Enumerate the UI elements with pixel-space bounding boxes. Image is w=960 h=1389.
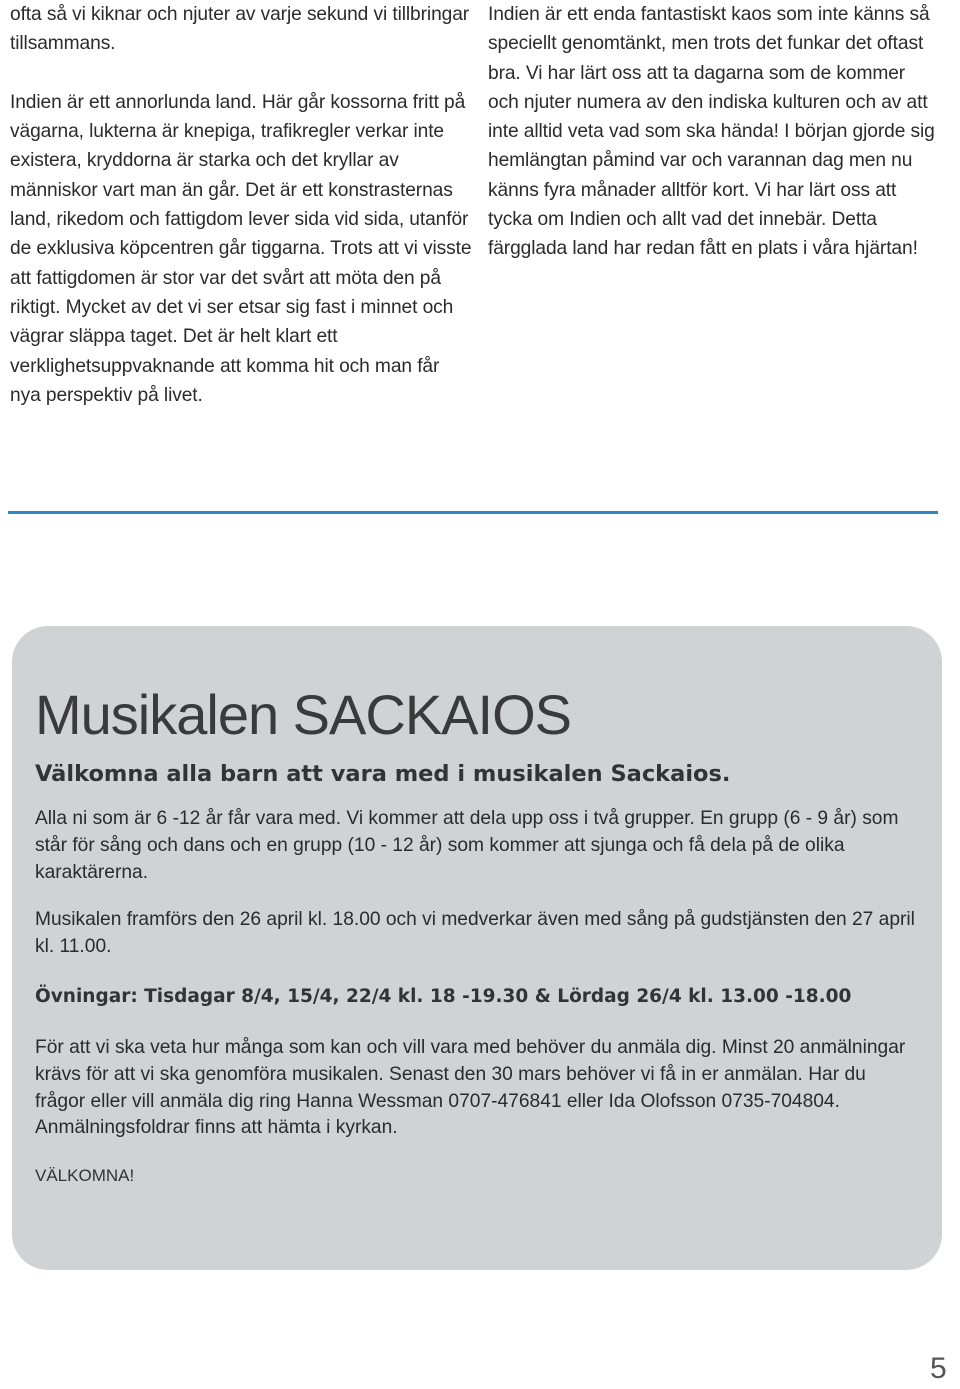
announcement-paragraph-3: För att vi ska veta hur många som kan och vill vara med behöver du anmäla dig. Minst 20 anmälningar krävs för att vi ska genomföra musikalen. Senast den 30 mars behöver vi få in er anmälan. Har du frågor eller vill anmäla dig ring Hanna Wessman 0707-476841 eller Ida Olofsson 0735-704804. Anmälningsfoldrar finns att hämta i kyrkan. <box>35 1037 906 1139</box>
left-column <box>10 0 472 410</box>
article-columns <box>10 0 940 460</box>
right-column <box>488 0 940 264</box>
section-divider <box>8 511 938 514</box>
left-paragraph-1: ofta så vi kiknar och njuter av varje sekund vi tillbringar tillsammans. <box>10 4 470 55</box>
page-number: 5 <box>930 1352 947 1385</box>
announcement-closing: VÄLKOMNA! <box>35 1166 135 1185</box>
announcement-subtitle: Välkomna alla barn att vara med i musikalen Sackaios. <box>35 761 731 787</box>
announcement-paragraph-2: Musikalen framförs den 26 april kl. 18.00 och vi medverkar även med sång på gudstjänsten den 27 april kl. 11.00. <box>35 909 915 957</box>
rehearsal-schedule: Övningar: Tisdagar 8/4, 15/4, 22/4 kl. 18 -19.30 & Lördag 26/4 kl. 13.00 -18.00 <box>35 986 852 1007</box>
left-paragraph-2: Indien är ett annorlunda land. Här går kossorna fritt på vägarna, lukterna är knepiga, trafikregler verkar inte existera, kryddorna är starka och det kryllar av människor vart man än går. Det är ett konstrasternas land, rikedom och fattigdom lever sida vid sida, utanför de exklusiva köpcentren går tiggarna. Trots att vi visste att fattigdomen är stor var det svårt att möta den på riktigt. Mycket av det vi ser etsar sig fast i minnet och vägrar släppa taget. Det är helt klart ett verklighetsuppvaknande att komma hit och man får nya perspektiv på livet. <box>10 91 472 406</box>
announcement-title: Musikalen SACKAIOS <box>35 683 571 746</box>
right-paragraph-1: Indien är ett enda fantastiskt kaos som inte känns så speciellt genomtänkt, men trots det funkar det oftast bra. Vi har lärt oss att ta dagarna som de kommer och njuter numera av den indiska kulturen och av att inte alltid veta vad som ska hända! I början gjorde sig hemlängtan påmind var och varannan dag men nu känns fyra månader alltför kort. Vi har lärt oss att tycka om Indien och allt vad det innebär. Detta färgglada land har redan fått en plats i våra hjärtan! <box>488 4 935 260</box>
announcement-paragraph-1: Alla ni som är 6 -12 år får vara med. Vi kommer att dela upp oss i två grupper. En grupp (6 - 9 år) som står för sång och dans och en grupp (10 - 12 år) som kommer att sjunga och få dela på de olika karaktärerna. <box>35 808 899 883</box>
